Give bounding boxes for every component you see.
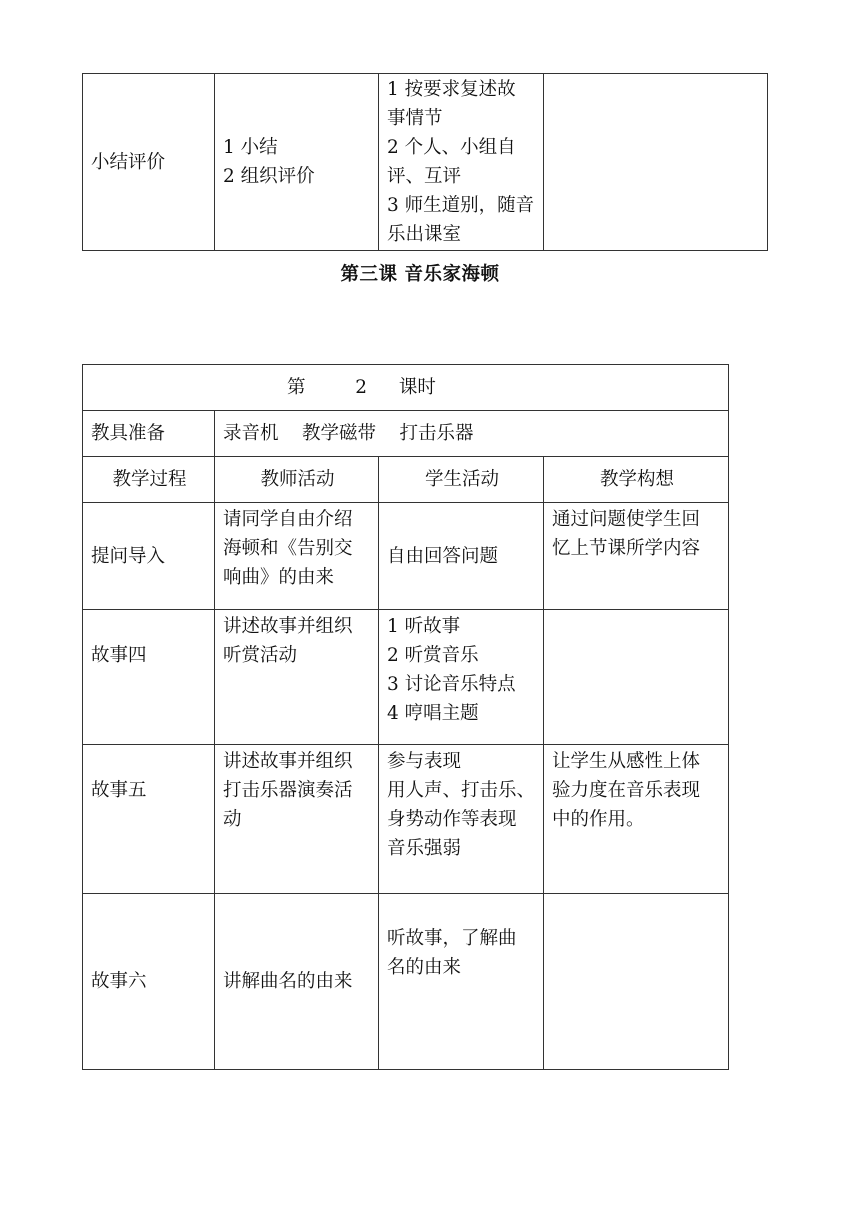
lesson-plan-table — [82, 364, 729, 1070]
period-cell — [83, 365, 729, 411]
table-row — [83, 503, 729, 610]
header-design: 教学构想 — [544, 457, 729, 503]
design-line: 通过问题使学生回 — [552, 509, 701, 530]
student-line: 3 师生道别，随音 — [387, 195, 535, 216]
teacher-line: 响曲》的由来 — [223, 567, 335, 588]
table-row — [83, 894, 729, 1070]
design-line: 验力度在音乐表现 — [552, 780, 701, 801]
lesson-title: 第三课 音乐家海顿 — [340, 264, 500, 285]
design-line: 让学生从感性上体 — [552, 751, 701, 772]
equipment-value: 录音机 教学磁带 打击乐器 — [215, 411, 729, 457]
student-line: 4 哼唱主题 — [387, 703, 479, 724]
student-line: 身势动作等表现 — [387, 809, 517, 830]
teacher-line: 讲述故事并组织 — [223, 616, 353, 637]
stage-cell: 故事四 — [83, 610, 215, 745]
table-row — [83, 610, 729, 745]
teacher-line: 1 小结 — [223, 137, 278, 158]
summary-row — [83, 74, 768, 251]
stage-cell: 小结评价 — [83, 74, 215, 251]
summary-table — [82, 73, 768, 251]
period-prefix: 第 — [287, 377, 306, 398]
student-line: 事情节 — [387, 108, 443, 129]
student-line: 自由回答问题 — [387, 545, 499, 567]
design-cell — [544, 74, 768, 251]
period-number: 2 — [355, 377, 368, 398]
student-line: 用人声、打击乐、 — [387, 780, 536, 801]
stage-cell: 提问导入 — [83, 503, 215, 610]
period-row — [83, 365, 729, 411]
header-teacher: 教师活动 — [215, 457, 379, 503]
student-line: 乐出课室 — [387, 224, 462, 245]
teacher-line: 海顿和《告别交 — [223, 538, 353, 559]
header-student: 学生活动 — [379, 457, 544, 503]
table-row — [83, 745, 729, 894]
student-line: 参与表现 — [387, 751, 462, 772]
teacher-line: 讲解曲名的由来 — [223, 971, 353, 992]
student-line: 1 按要求复述故 — [387, 79, 516, 100]
teacher-line: 听赏活动 — [223, 645, 298, 666]
student-activity-cell — [379, 74, 544, 251]
teacher-line: 讲述故事并组织 — [223, 751, 353, 772]
teacher-line: 请同学自由介绍 — [223, 509, 353, 530]
teacher-line: 动 — [223, 809, 242, 830]
design-line: 忆上节课所学内容 — [552, 538, 701, 559]
teacher-activity-cell — [215, 610, 379, 745]
student-line: 听故事，了解曲 — [387, 928, 517, 949]
teacher-activity-cell — [215, 503, 379, 610]
design-cell — [544, 894, 729, 1070]
equipment-label: 教具准备 — [83, 411, 215, 457]
student-line: 音乐强弱 — [387, 838, 462, 859]
equipment-row — [83, 411, 729, 457]
student-line: 3 讨论音乐特点 — [387, 674, 516, 695]
design-cell — [544, 745, 729, 894]
teacher-line: 打击乐器演奏活 — [223, 780, 353, 801]
teacher-activity-cell — [215, 894, 379, 1070]
student-line: 1 听故事 — [387, 616, 461, 637]
design-cell — [544, 503, 729, 610]
student-activity-cell — [379, 745, 544, 894]
stage-cell: 故事六 — [83, 894, 215, 1070]
student-activity-cell — [379, 894, 544, 1070]
design-cell — [544, 610, 729, 745]
stage-cell: 故事五 — [83, 745, 215, 894]
student-line: 2 个人、小组自 — [387, 137, 516, 158]
student-line: 评、互评 — [387, 166, 462, 187]
design-line: 中的作用。 — [552, 809, 645, 830]
student-line: 名的由来 — [387, 957, 462, 978]
teacher-activity-cell — [215, 745, 379, 894]
teacher-activity-cell — [215, 74, 379, 251]
student-activity-cell — [379, 503, 544, 610]
student-activity-cell — [379, 610, 544, 745]
header-stage: 教学过程 — [83, 457, 215, 503]
period-suffix: 课时 — [398, 377, 436, 398]
student-line: 2 听赏音乐 — [387, 645, 479, 666]
teacher-line: 2 组织评价 — [223, 166, 315, 187]
header-row — [83, 457, 729, 503]
